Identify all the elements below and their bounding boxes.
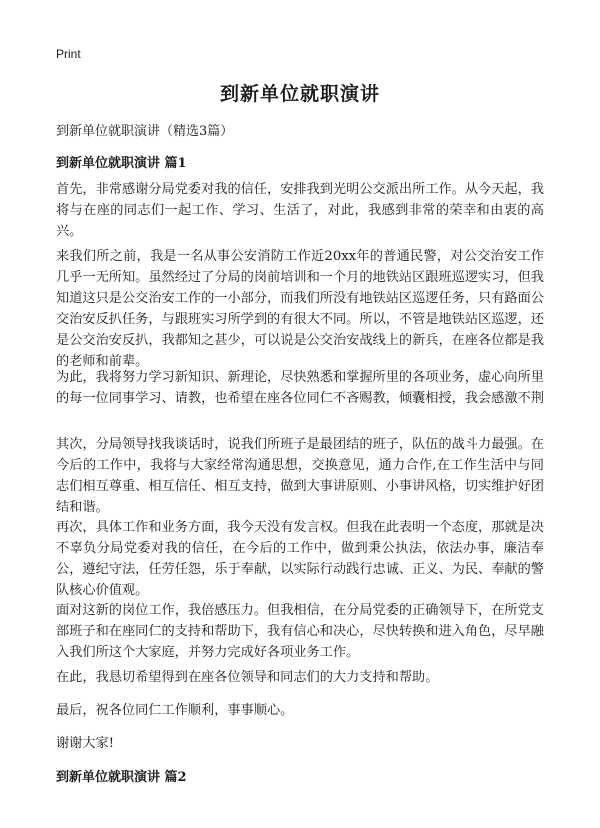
paragraph-3: 为此，我将努力学习新知识、新理论，尽快熟悉和掌握所里的各项业务，虚心向所里的每一位同事学习、请教，也希望在座各位同仁不吝赐教，倾囊相授，我会感激不荆 bbox=[56, 370, 544, 406]
paragraph-8: 最后，祝各位同仁工作顺利，事事顺心。 bbox=[56, 703, 294, 718]
paragraph-2: 来我们所之前，我是一名从事公安消防工作近20xx年的普通民警，对公交治安工作几乎一无所知。虽然经过了分局的岗前培训和一个月的地铁站区跟班巡逻实习，但我知道这只是公交治安工作的一小部分，而我们所没有地铁站区巡逻任务，只有路面公交治安反扒任务，与跟班实习所学到的有很大不同。所以，不管是地铁站区巡逻，还是公交治安反扒，我都知之甚少，可以说是公交治安战线上的新兵，在座各位都是我的老师和前辈。 bbox=[56, 249, 544, 369]
section-heading-1: 到新单位就职演讲 篇1 bbox=[56, 156, 187, 171]
paragraph-1: 首先，非常感谢分局党委对我的信任，安排我到光明公交派出所工作。从今天起，我将与在座的同志们一起工作、学习、生活了，对此，我感到非常的荣幸和由衷的高兴。 bbox=[56, 182, 544, 239]
paragraph-4: 其次，分局领导找我谈话时，说我们所班子是最团结的班子，队伍的战斗力最强。在今后的工作中，我将与大家经常沟通思想，交换意见，通力合作,在工作生活中与同志们相互尊重、相互信任、相互支持，做到大事讲原则、小事讲风格，切实维护好团结和谐。 bbox=[56, 437, 544, 515]
document-subtitle: 到新单位就职演讲（精选3篇） bbox=[56, 124, 234, 139]
paragraph-5: 再次，具体工作和业务方面，我今天没有发言权。但我在此表明一个态度，那就是决不辜负分局党委对我的信任，在今后的工作中，做到秉公执法，依法办事，廉洁奉公，遵纪守法，任劳任怨，乐于奉献，以实际行动践行忠诚、正义、为民、奉献的警队核心价值观。 bbox=[56, 520, 544, 598]
paragraph-6: 面对这新的岗位工作，我倍感压力。但我相信，在分局党委的正确领导下，在所党支部班子和在座同仁的支持和帮助下，我有信心和决心，尽快转换和进入角色，尽早融入我们所这个大家庭，并努力完成好各项业务工作。 bbox=[56, 603, 544, 660]
section-heading-2: 到新单位就职演讲 篇2 bbox=[56, 770, 187, 785]
paragraph-7: 在此，我恳切希望得到在座各位领导和同志们的大力支持和帮助。 bbox=[56, 670, 439, 685]
paragraph-9: 谢谢大家! bbox=[56, 736, 115, 751]
print-link[interactable]: Print bbox=[56, 47, 81, 61]
document-title: 到新单位就职演讲 bbox=[219, 83, 380, 105]
